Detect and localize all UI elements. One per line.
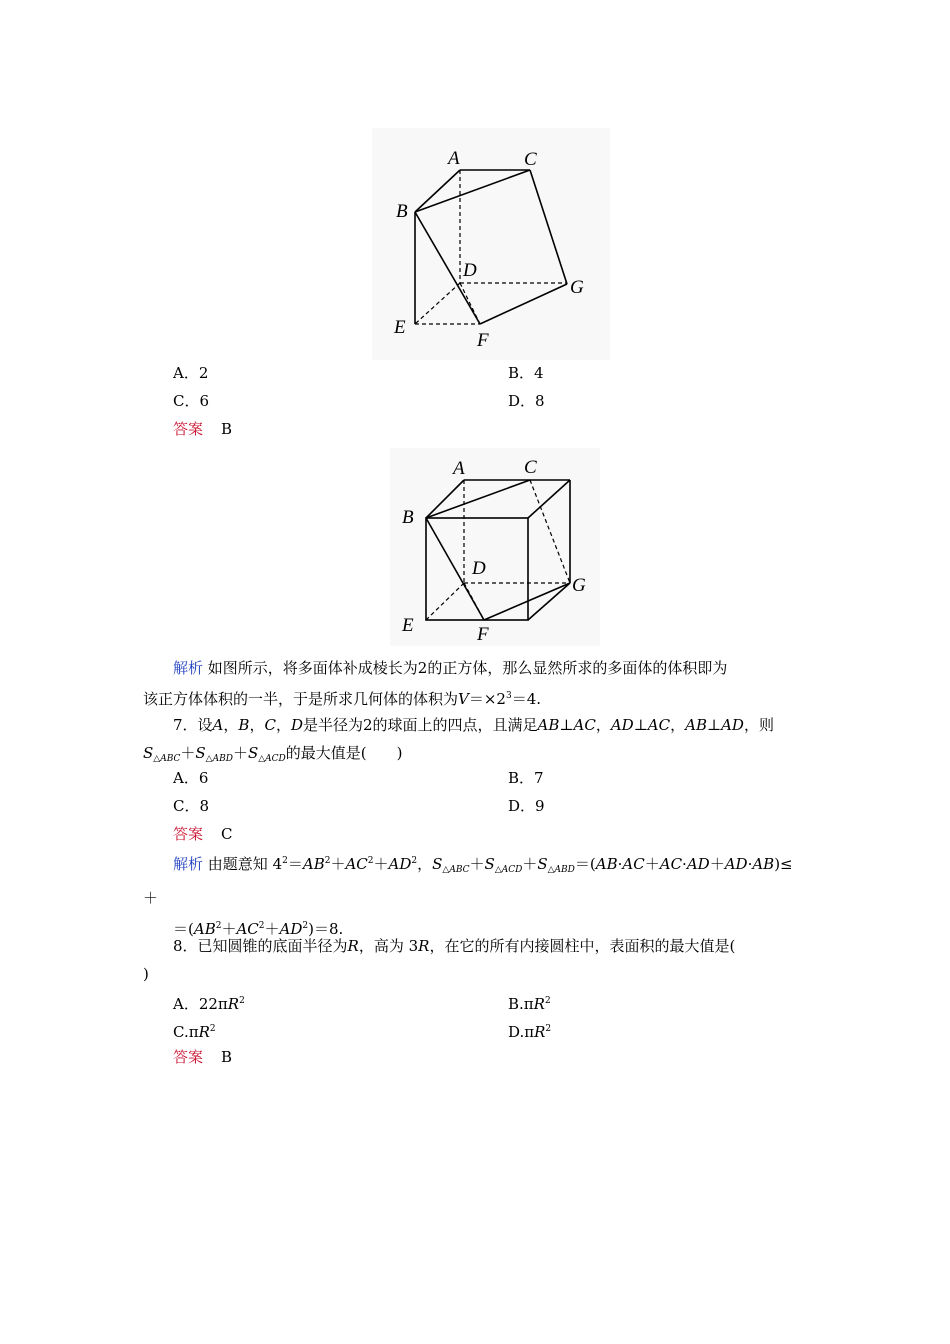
- q7-an: AC: [659, 855, 683, 873]
- q7-an: ·: [617, 855, 623, 873]
- q7-an3: ＝(: [173, 920, 194, 938]
- q7-stem3: 的最大值是( ): [285, 744, 403, 762]
- q8-answer-value: B: [221, 1048, 233, 1066]
- q7-pt-D: D: [290, 716, 303, 734]
- figure-polyhedron: [372, 128, 610, 360]
- q7-an: AB: [595, 855, 618, 873]
- q7-stem1: 是半径为2的球面上的四点，且满足: [302, 716, 538, 734]
- q8-stem1: 8．已知圆锥的底面半径为: [173, 937, 348, 955]
- q7-cond: AD: [610, 716, 634, 734]
- q6-analysis-label: 解析: [173, 659, 204, 677]
- q7-S: S: [247, 744, 259, 762]
- q7-perp: ⊥: [706, 716, 722, 734]
- q6-analysis-line2c: ＝4.: [511, 690, 542, 708]
- q8-opt-text: D.π: [508, 1023, 535, 1041]
- q7-sub: △ABC: [153, 754, 181, 764]
- q7-sep: ，: [249, 716, 265, 734]
- q8-opt-text: B.π: [508, 995, 534, 1013]
- q7-cond: AB: [685, 716, 707, 734]
- fig2-label-F: F: [477, 624, 489, 645]
- q7-an: AD: [724, 855, 748, 873]
- q6-answer-value: B: [221, 420, 233, 438]
- fig2-label-B: B: [402, 507, 414, 528]
- q7-an: ＝: [287, 855, 303, 873]
- q7-an3: AD: [279, 920, 303, 938]
- q7-cond: AD: [721, 716, 744, 734]
- q7-an: ＋: [644, 855, 660, 873]
- q8-option-d: [508, 1018, 551, 1043]
- q7-perp: ⊥: [633, 716, 648, 734]
- fig1-label-D: D: [463, 260, 477, 281]
- q8-opt-R: R: [534, 1023, 546, 1041]
- q7-an: AC: [622, 855, 645, 873]
- q7-num: 7．设: [173, 716, 213, 734]
- q7-an: ·: [682, 855, 687, 873]
- cube-diagram: [390, 448, 600, 646]
- q8-stem: [143, 932, 811, 988]
- q6-answer-label: 答案: [173, 420, 204, 438]
- q8-R: R: [347, 937, 359, 955]
- q8-option-c: [173, 1018, 216, 1043]
- q7-cond: AC: [647, 716, 671, 734]
- fig1-label-A: A: [448, 148, 460, 169]
- q7-an3-sup: 2: [258, 921, 265, 931]
- q7-an-sub: △ABC: [442, 865, 470, 875]
- q7-sep: ，: [670, 716, 686, 734]
- q7-an: ＋: [330, 855, 346, 873]
- q7-answer-value: C: [221, 825, 233, 843]
- q7-an-sup: 2: [367, 856, 374, 866]
- q7-an-sup: 2: [411, 856, 418, 866]
- q7-an: AB: [752, 855, 775, 873]
- q8-opt-sup: 2: [544, 996, 551, 1006]
- q7-an-sub: △ABD: [547, 865, 575, 875]
- q7-an: ，: [417, 855, 433, 873]
- q7-stem: [143, 711, 811, 773]
- q7-analysis-label: 解析: [173, 855, 204, 873]
- q7-an3: AC: [236, 920, 259, 938]
- q7-an: 由题意知 4: [207, 855, 283, 873]
- q8-stem4: ): [143, 965, 149, 983]
- fig1-label-B: B: [396, 201, 408, 222]
- q7-an3-sup: 2: [215, 921, 222, 931]
- q7-plus: ＋: [180, 744, 196, 762]
- q7-sep: ，: [595, 716, 611, 734]
- q8-option-b: [508, 990, 551, 1015]
- q7-an3-sup: 2: [302, 921, 309, 931]
- fig1-label-G: G: [570, 277, 584, 298]
- polyhedron-diagram: [372, 128, 610, 360]
- q6-option-c: C．6: [173, 392, 210, 410]
- q8-option-a: [173, 990, 245, 1015]
- q7-cond: AC: [573, 716, 596, 734]
- q6-answer: [173, 418, 232, 440]
- q7-an: AB: [302, 855, 325, 873]
- fig1-label-F: F: [477, 330, 489, 351]
- q7-option-d: D．9: [508, 797, 545, 815]
- q6-option-a: A．2: [173, 364, 209, 382]
- q7-plus: ＋: [232, 744, 248, 762]
- q7-an-line2: ＋: [143, 889, 159, 907]
- q8-stem2: ，高为 3: [358, 937, 419, 955]
- q6-analysis-line2a: 该正方体体积的一半，于是所求几何体的体积为: [143, 690, 459, 708]
- q7-sub: △ABD: [205, 754, 233, 764]
- q7-sep: ，: [223, 716, 239, 734]
- q8-stem3: ，在它的所有内接圆柱中，表面积的最大值是(: [429, 937, 736, 955]
- q7-an: S: [537, 855, 548, 873]
- q7-an: ＋: [469, 855, 485, 873]
- q7-an: ＋: [522, 855, 538, 873]
- q7-an: S: [484, 855, 495, 873]
- q7-answer: [173, 823, 233, 845]
- q6-analysis-V: V: [458, 690, 469, 708]
- fig2-label-D: D: [472, 558, 486, 579]
- q6-analysis-sup: 3: [505, 691, 512, 701]
- q7-cond: AB: [537, 716, 560, 734]
- q6-analysis-line2b: ＝×2: [468, 690, 506, 708]
- q7-S: S: [143, 744, 154, 762]
- fig2-label-G: G: [572, 575, 586, 596]
- q7-an: )≤: [774, 855, 793, 873]
- q7-sub: △ACD: [258, 754, 286, 764]
- q7-an3: AB: [193, 920, 216, 938]
- q7-an: AD: [388, 855, 412, 873]
- figure-cube: [390, 448, 600, 646]
- q7-perp: ⊥: [559, 716, 574, 734]
- q7-S: S: [195, 744, 206, 762]
- fig2-label-C: C: [524, 457, 537, 478]
- fig1-label-E: E: [394, 317, 406, 338]
- q7-an: ＝(: [574, 855, 596, 873]
- q7-analysis: [143, 847, 811, 943]
- q7-option-c: C．8: [173, 797, 210, 815]
- q8-opt-R: R: [227, 995, 240, 1013]
- q7-an3: ＋: [221, 920, 237, 938]
- q7-an-sub: △ACD: [494, 865, 523, 875]
- fig2-label-E: E: [402, 615, 414, 636]
- q8-opt-sup: 2: [209, 1024, 216, 1034]
- q8-opt-text: C.π: [173, 1023, 199, 1041]
- q8-opt-text: A．22π: [173, 995, 228, 1013]
- q8-opt-R: R: [533, 995, 545, 1013]
- q8-opt-sup: 2: [545, 1024, 552, 1034]
- q8-opt-sup: 2: [239, 996, 245, 1006]
- q7-an: ＋: [709, 855, 725, 873]
- q7-pt-A: A: [212, 716, 224, 734]
- fig2-label-A: A: [453, 458, 465, 479]
- q7-stem2: ，则: [743, 716, 774, 734]
- q7-an-sup: 2: [324, 856, 331, 866]
- q7-an3: ＋: [264, 920, 280, 938]
- q6-analysis: [143, 654, 811, 713]
- q7-pt-C: C: [264, 716, 276, 734]
- q8-opt-R: R: [198, 1023, 210, 1041]
- q7-pt-B: B: [238, 716, 250, 734]
- q7-an: ·: [747, 855, 753, 873]
- q8-R: R: [418, 937, 430, 955]
- q7-option-a: A．6: [173, 769, 209, 787]
- q7-an: AD: [686, 855, 710, 873]
- q8-answer-label: 答案: [173, 1048, 204, 1066]
- q6-option-d: D．8: [508, 392, 545, 410]
- q6-analysis-line1: 如图所示，将多面体补成棱长为2的正方体，那么显然所求的多面体的体积即为: [207, 659, 728, 677]
- q7-answer-label: 答案: [173, 825, 204, 843]
- q7-an: AC: [345, 855, 368, 873]
- q8-answer: [173, 1046, 232, 1068]
- q7-sep: ，: [275, 716, 291, 734]
- q7-an-sup: 2: [282, 856, 288, 866]
- q6-option-b: B．4: [508, 364, 544, 382]
- q7-option-b: B．7: [508, 769, 544, 787]
- q7-an: ＋: [373, 855, 389, 873]
- fig1-label-C: C: [524, 149, 537, 170]
- q7-an3: )＝8.: [308, 920, 344, 938]
- q7-an: S: [432, 855, 443, 873]
